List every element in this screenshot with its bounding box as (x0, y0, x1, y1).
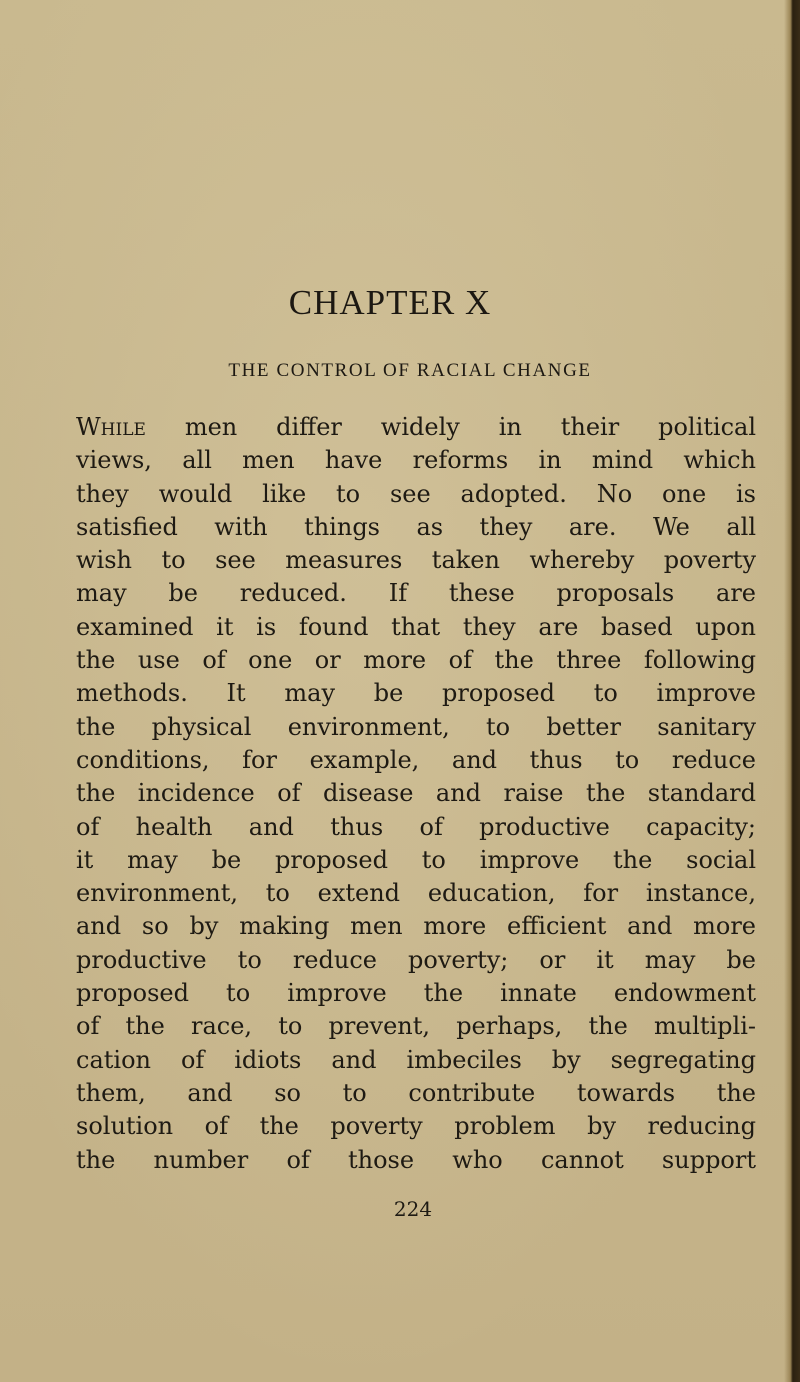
first-line-rest: men differ widely in their political (145, 413, 756, 441)
text-line: solution of the poverty problem by reducing (76, 1112, 756, 1141)
text-line: them, and so to contribute towards the (76, 1078, 756, 1107)
text-line: views, all men have reforms in mind which (76, 446, 756, 475)
lead-word: While (76, 413, 146, 441)
chapter-subtitle: THE CONTROL OF RACIAL CHANGE (228, 360, 592, 381)
text-line: environment, to extend education, for instance, (76, 879, 756, 908)
text-line: conditions, for example, and thus to reduce (76, 745, 756, 774)
body-paragraph (76, 411, 756, 1177)
text-line: and so by making men more efficient and more (76, 912, 756, 941)
text-line: examined it is found that they are based upon (76, 612, 756, 641)
text-line: methods. It may be proposed to improve (76, 679, 756, 708)
text-line: the number of those who cannot support (76, 1145, 756, 1174)
text-line (76, 411, 756, 444)
text-line: cation of idiots and imbeciles by segregating (76, 1045, 756, 1074)
text-line: the use of one or more of the three following (76, 646, 756, 675)
text-line: may be reduced. If these proposals are (76, 579, 756, 608)
text-line: the physical environment, to better sanitary (76, 712, 756, 741)
text-line: they would like to see adopted. No one is (76, 479, 756, 508)
text-line: of health and thus of productive capacity; (76, 812, 756, 841)
book-binding-edge (784, 0, 800, 1382)
page-number: 224 (393, 1197, 433, 1221)
chapter-title: CHAPTER X (288, 283, 492, 322)
text-line: proposed to improve the innate endowment (76, 979, 756, 1008)
text-line: productive to reduce poverty; or it may be (76, 945, 756, 974)
text-line: of the race, to prevent, perhaps, the multipli- (76, 1012, 756, 1041)
text-line: wish to see measures taken whereby poverty (76, 546, 756, 575)
text-line: satisfied with things as they are. We all (76, 512, 756, 541)
text-line: it may be proposed to improve the social (76, 845, 756, 874)
text-line: the incidence of disease and raise the standard (76, 779, 756, 808)
